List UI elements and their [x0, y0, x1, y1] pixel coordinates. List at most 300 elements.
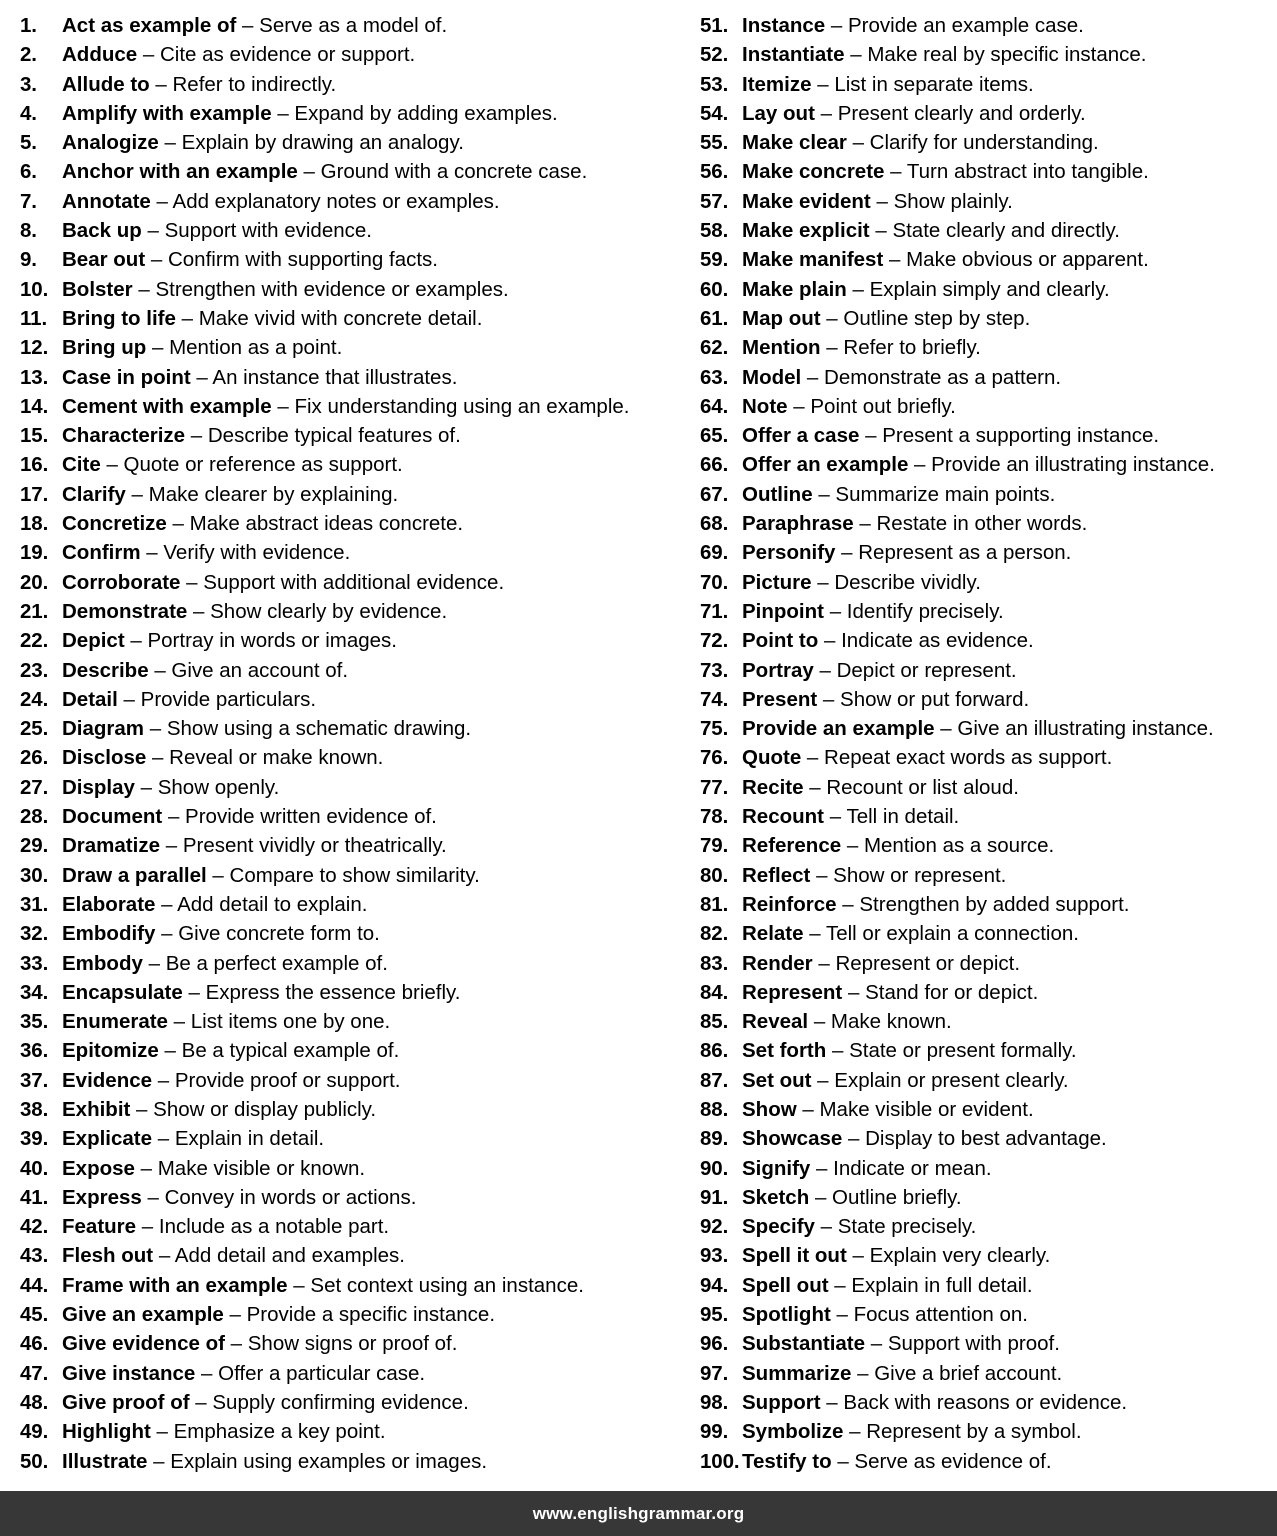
- item-body: [62, 568, 504, 597]
- item-definition: Supply confirming evidence.: [212, 1390, 469, 1414]
- list-item: [700, 890, 1277, 919]
- item-number: 85.: [700, 1010, 729, 1034]
- list-item: [20, 861, 690, 890]
- item-definition: Provide proof or support.: [174, 1068, 401, 1092]
- vocabulary-list-left: [20, 11, 690, 1476]
- item-term: Note: [742, 394, 788, 418]
- item-body: [62, 11, 447, 40]
- item-number: 100.: [700, 1449, 740, 1473]
- item-definition: Add explanatory notes or examples.: [172, 189, 500, 213]
- list-item: [700, 773, 1277, 802]
- item-number: 64.: [700, 394, 729, 418]
- item-term: Cement with example: [62, 394, 272, 418]
- item-number: 97.: [700, 1361, 729, 1385]
- item-number: 1.: [20, 14, 37, 37]
- item-body: [742, 363, 1061, 392]
- item-separator: –: [847, 1127, 860, 1151]
- item-definition: Back with reasons or evidence.: [843, 1390, 1128, 1414]
- list-item: [20, 216, 690, 245]
- item-body: [62, 1066, 400, 1095]
- item-number: 51.: [700, 14, 729, 37]
- list-item: [20, 597, 690, 626]
- list-item: [20, 1095, 690, 1124]
- item-body: [742, 1124, 1107, 1153]
- item-definition: Provide a specific instance.: [246, 1303, 496, 1327]
- item-definition: Stand for or depict.: [865, 980, 1039, 1004]
- item-body: [742, 1154, 992, 1183]
- list-item: [20, 304, 690, 333]
- item-separator: –: [130, 629, 142, 653]
- item-number: 45.: [20, 1303, 49, 1327]
- item-number: 59.: [700, 248, 729, 272]
- item-body: [62, 40, 415, 69]
- item-term: Dramatize: [62, 834, 160, 858]
- item-definition: Show or display publicly.: [153, 1097, 377, 1121]
- item-number: 63.: [700, 365, 729, 389]
- item-term: Disclose: [62, 746, 147, 770]
- item-separator: –: [831, 1039, 844, 1063]
- item-number: 53.: [700, 72, 729, 96]
- list-item: [700, 275, 1277, 304]
- item-separator: –: [809, 775, 821, 799]
- website-url: www.englishgrammar.org: [532, 1503, 745, 1523]
- item-number: 19.: [20, 541, 49, 565]
- item-body: [742, 1300, 1028, 1329]
- item-definition: Recount or list aloud.: [826, 775, 1019, 799]
- list-item: [20, 978, 690, 1007]
- item-separator: –: [293, 1273, 305, 1297]
- item-term: Confirm: [62, 541, 141, 565]
- item-definition: Provide an illustrating instance.: [931, 453, 1215, 477]
- item-term: Spell it out: [742, 1244, 847, 1268]
- item-definition: Express the essence briefly.: [205, 980, 461, 1004]
- item-body: [62, 275, 509, 304]
- list-item: [20, 157, 690, 186]
- item-body: [742, 1066, 1069, 1095]
- item-number: 50.: [20, 1449, 49, 1473]
- item-definition: Provide particulars.: [140, 687, 317, 711]
- item-body: [62, 685, 316, 714]
- item-body: [742, 714, 1214, 743]
- item-number: 21.: [20, 599, 49, 623]
- item-definition: Represent or depict.: [835, 951, 1021, 975]
- item-term: Picture: [742, 570, 812, 594]
- item-number: 2.: [20, 43, 37, 67]
- list-item: [20, 70, 690, 99]
- item-separator: –: [875, 219, 887, 243]
- item-definition: Explain simply and clearly.: [869, 277, 1110, 301]
- item-number: 60.: [700, 277, 729, 301]
- item-separator: –: [837, 1449, 849, 1473]
- item-number: 52.: [700, 43, 729, 67]
- item-term: Expose: [62, 1156, 135, 1180]
- item-separator: –: [161, 892, 173, 916]
- list-item: [700, 831, 1277, 860]
- item-term: Detail: [62, 687, 118, 711]
- item-term: Outline: [742, 482, 813, 506]
- item-definition: Verify with evidence.: [163, 541, 351, 565]
- item-separator: –: [164, 1039, 176, 1063]
- item-number: 29.: [20, 834, 49, 858]
- item-definition: Explain very clearly.: [869, 1244, 1051, 1268]
- item-number: 83.: [700, 951, 729, 975]
- list-item: [20, 1300, 690, 1329]
- item-body: [62, 363, 457, 392]
- item-body: [742, 11, 1084, 40]
- item-separator: –: [793, 394, 805, 418]
- item-separator: –: [156, 189, 168, 213]
- list-item: [700, 743, 1277, 772]
- item-definition: Provide an example case.: [847, 14, 1084, 37]
- item-separator: –: [131, 482, 143, 506]
- list-item: [20, 743, 690, 772]
- item-number: 32.: [20, 922, 49, 946]
- list-item: [700, 99, 1277, 128]
- item-definition: Convey in words or actions.: [164, 1185, 417, 1209]
- item-number: 12.: [20, 336, 49, 360]
- item-body: [742, 861, 1006, 890]
- item-body: [742, 802, 959, 831]
- item-separator: –: [852, 1244, 864, 1268]
- item-definition: Serve as evidence of.: [854, 1449, 1052, 1473]
- item-body: [62, 304, 482, 333]
- item-definition: Focus attention on.: [853, 1303, 1028, 1327]
- item-body: [62, 831, 447, 860]
- item-definition: Portray in words or images.: [147, 629, 397, 653]
- item-definition: Expand by adding examples.: [294, 101, 558, 125]
- item-body: [742, 1359, 1062, 1388]
- item-separator: –: [940, 717, 952, 741]
- item-term: Make explicit: [742, 219, 870, 243]
- item-separator: –: [842, 892, 854, 916]
- vocabulary-list-right: [700, 11, 1277, 1476]
- item-number: 79.: [700, 834, 729, 858]
- item-separator: –: [859, 512, 871, 536]
- item-definition: Add detail and examples.: [174, 1244, 406, 1268]
- item-number: 34.: [20, 980, 49, 1004]
- item-definition: Clarify for understanding.: [869, 131, 1099, 155]
- item-body: [742, 99, 1086, 128]
- item-term: Lay out: [742, 101, 815, 125]
- item-number: 84.: [700, 980, 729, 1004]
- list-item: [700, 1329, 1277, 1358]
- item-separator: –: [846, 834, 859, 858]
- item-definition: Outline step by step.: [843, 306, 1031, 330]
- item-separator: –: [157, 1127, 170, 1151]
- item-body: [742, 1417, 1082, 1446]
- item-definition: Make obvious or apparent.: [906, 248, 1149, 272]
- item-body: [62, 1329, 457, 1358]
- item-separator: –: [151, 336, 164, 360]
- item-term: Allude to: [62, 72, 150, 96]
- item-term: Characterize: [62, 424, 186, 448]
- item-body: [62, 128, 464, 157]
- list-item: [20, 714, 690, 743]
- item-body: [742, 1007, 952, 1036]
- item-definition: Show or represent.: [833, 863, 1007, 887]
- list-item: [700, 128, 1277, 157]
- item-definition: Summarize main points.: [835, 482, 1056, 506]
- item-number: 96.: [700, 1332, 729, 1356]
- item-term: Display: [62, 775, 135, 799]
- item-term: Offer a case: [742, 424, 860, 448]
- item-definition: Cite as evidence or support.: [160, 43, 416, 67]
- item-definition: Indicate or mean.: [833, 1156, 992, 1180]
- list-item: [700, 1066, 1277, 1095]
- item-term: Clarify: [62, 482, 126, 506]
- item-number: 70.: [700, 570, 729, 594]
- item-body: [62, 1359, 425, 1388]
- item-body: [62, 216, 372, 245]
- item-separator: –: [165, 834, 178, 858]
- list-item: [700, 40, 1277, 69]
- item-term: Feature: [62, 1215, 137, 1239]
- item-definition: Make abstract ideas concrete.: [189, 512, 464, 536]
- item-number: 57.: [700, 189, 729, 213]
- item-definition: Offer a particular case.: [218, 1361, 426, 1385]
- item-body: [62, 157, 587, 186]
- item-term: Instance: [742, 14, 826, 37]
- item-term: Demonstrate: [62, 599, 188, 623]
- item-number: 71.: [700, 599, 729, 623]
- item-term: Frame with an example: [62, 1273, 288, 1297]
- item-body: [62, 773, 279, 802]
- list-item: [700, 1212, 1277, 1241]
- item-definition: Make visible or known.: [157, 1156, 366, 1180]
- list-item: [20, 1388, 690, 1417]
- list-item: [700, 978, 1277, 1007]
- item-term: Itemize: [742, 72, 812, 96]
- item-definition: Show or put forward.: [840, 687, 1030, 711]
- item-definition: Quote or reference as support.: [123, 453, 403, 477]
- item-separator: –: [155, 72, 167, 96]
- item-separator: –: [140, 1156, 153, 1180]
- list-item: [20, 890, 690, 919]
- item-number: 43.: [20, 1244, 49, 1268]
- list-item: [700, 1300, 1277, 1329]
- item-separator: –: [188, 980, 200, 1004]
- item-separator: –: [914, 453, 926, 477]
- item-body: [742, 773, 1019, 802]
- item-term: Personify: [742, 541, 836, 565]
- item-term: Signify: [742, 1156, 811, 1180]
- item-definition: Fix understanding using an example.: [294, 394, 630, 418]
- item-body: [742, 1212, 976, 1241]
- item-number: 41.: [20, 1185, 49, 1209]
- item-separator: –: [136, 1097, 148, 1121]
- item-term: Anchor with an example: [62, 160, 298, 184]
- item-separator: –: [876, 189, 888, 213]
- item-term: Depict: [62, 629, 125, 653]
- item-body: [62, 392, 629, 421]
- item-number: 56.: [700, 160, 729, 184]
- item-separator: –: [164, 131, 176, 155]
- item-number: 49.: [20, 1420, 49, 1444]
- list-item: [700, 392, 1277, 421]
- item-separator: –: [849, 1420, 861, 1444]
- item-body: [62, 802, 437, 831]
- item-definition: Describe typical features of.: [207, 424, 461, 448]
- item-body: [742, 480, 1055, 509]
- item-separator: –: [212, 863, 224, 887]
- item-term: Give an example: [62, 1303, 224, 1327]
- item-body: [62, 70, 336, 99]
- item-number: 48.: [20, 1390, 49, 1414]
- footer-bar: [0, 1491, 1277, 1536]
- item-number: 5.: [20, 131, 37, 155]
- item-number: 72.: [700, 629, 729, 653]
- item-body: [742, 890, 1130, 919]
- item-definition: Give concrete form to.: [178, 922, 380, 946]
- item-definition: Make visible or evident.: [819, 1097, 1034, 1121]
- item-definition: Explain in detail.: [174, 1127, 325, 1151]
- item-body: [742, 216, 1120, 245]
- item-definition: Refer to briefly.: [843, 336, 981, 360]
- item-term: Cite: [62, 453, 101, 477]
- list-item: [20, 99, 690, 128]
- item-body: [62, 333, 342, 362]
- item-term: Support: [742, 1390, 821, 1414]
- item-term: Spotlight: [742, 1303, 831, 1327]
- item-separator: –: [242, 14, 254, 37]
- list-item: [700, 480, 1277, 509]
- list-item: [20, 1036, 690, 1065]
- item-body: [62, 656, 348, 685]
- item-definition: Make real by specific instance.: [867, 43, 1147, 67]
- item-definition: Explain or present clearly.: [834, 1068, 1069, 1092]
- item-body: [742, 597, 1004, 626]
- item-number: 88.: [700, 1097, 729, 1121]
- item-term: Pinpoint: [742, 599, 824, 623]
- item-separator: –: [850, 43, 862, 67]
- item-number: 98.: [700, 1390, 729, 1414]
- list-item: [20, 1359, 690, 1388]
- item-body: [742, 656, 1017, 685]
- item-body: [742, 1271, 1033, 1300]
- item-definition: Depict or represent.: [836, 658, 1017, 682]
- item-body: [742, 245, 1149, 274]
- item-separator: –: [303, 160, 315, 184]
- item-body: [62, 890, 367, 919]
- item-number: 9.: [20, 248, 37, 272]
- item-separator: –: [818, 951, 830, 975]
- item-term: Sketch: [742, 1185, 810, 1209]
- item-separator: –: [816, 863, 828, 887]
- item-definition: Support with proof.: [887, 1332, 1060, 1356]
- item-definition: Refer to indirectly.: [172, 72, 337, 96]
- item-body: [62, 1417, 386, 1446]
- item-body: [742, 333, 981, 362]
- item-separator: –: [819, 658, 831, 682]
- item-separator: –: [870, 1332, 883, 1356]
- item-number: 14.: [20, 394, 49, 418]
- item-body: [62, 1241, 405, 1270]
- item-body: [62, 1271, 584, 1300]
- item-term: Bring up: [62, 336, 147, 360]
- item-number: 54.: [700, 101, 729, 125]
- item-term: Set out: [742, 1068, 812, 1092]
- item-number: 87.: [700, 1068, 729, 1092]
- item-definition: State or present formally.: [849, 1039, 1077, 1063]
- item-number: 68.: [700, 512, 729, 536]
- item-separator: –: [817, 570, 829, 594]
- item-number: 24.: [20, 687, 49, 711]
- item-separator: –: [181, 306, 193, 330]
- item-term: Express: [62, 1185, 142, 1209]
- item-definition: Reveal or make known.: [169, 746, 384, 770]
- item-definition: Show using a schematic drawing.: [166, 717, 472, 741]
- item-separator: –: [818, 482, 830, 506]
- item-term: Relate: [742, 922, 804, 946]
- item-term: Flesh out: [62, 1244, 154, 1268]
- item-separator: –: [834, 1273, 846, 1297]
- item-term: Corroborate: [62, 570, 181, 594]
- item-separator: –: [865, 424, 877, 448]
- item-separator: –: [195, 1390, 207, 1414]
- item-separator: –: [196, 365, 208, 389]
- item-term: Act as example of: [62, 14, 237, 37]
- item-number: 73.: [700, 658, 729, 682]
- item-term: Set forth: [742, 1039, 827, 1063]
- item-definition: Outline briefly.: [832, 1185, 962, 1209]
- item-definition: Identify precisely.: [846, 599, 1004, 623]
- item-separator: –: [820, 1215, 833, 1239]
- list-item: [20, 656, 690, 685]
- item-separator: –: [147, 1185, 159, 1209]
- item-term: Case in point: [62, 365, 191, 389]
- list-item: [20, 40, 690, 69]
- item-body: [62, 245, 438, 274]
- list-item: [700, 1447, 1277, 1476]
- item-term: Summarize: [742, 1361, 852, 1385]
- item-body: [62, 1388, 469, 1417]
- item-definition: Confirm with supporting facts.: [167, 248, 438, 272]
- item-body: [62, 597, 447, 626]
- item-separator: –: [193, 599, 205, 623]
- item-definition: Show plainly.: [893, 189, 1013, 213]
- item-definition: Represent as a person.: [858, 541, 1072, 565]
- list-item: [700, 538, 1277, 567]
- list-item: [700, 597, 1277, 626]
- item-body: [62, 1036, 399, 1065]
- item-separator: –: [148, 951, 160, 975]
- item-number: 95.: [700, 1303, 729, 1327]
- item-term: Symbolize: [742, 1420, 844, 1444]
- list-item: [20, 949, 690, 978]
- item-term: Show: [742, 1097, 797, 1121]
- list-item: [20, 1447, 690, 1476]
- list-item: [700, 333, 1277, 362]
- left-column: [0, 11, 690, 1476]
- item-separator: –: [820, 101, 833, 125]
- list-item: [20, 275, 690, 304]
- list-item: [700, 70, 1277, 99]
- item-body: [62, 1007, 390, 1036]
- list-item: [20, 450, 690, 479]
- item-number: 55.: [700, 131, 729, 155]
- item-number: 69.: [700, 541, 729, 565]
- item-separator: –: [813, 1010, 826, 1034]
- list-item: [20, 1154, 690, 1183]
- item-number: 38.: [20, 1097, 49, 1121]
- item-number: 74.: [700, 687, 729, 711]
- item-term: Provide an example: [742, 717, 935, 741]
- item-term: Evidence: [62, 1068, 153, 1092]
- list-item: [20, 421, 690, 450]
- right-column: [690, 11, 1277, 1476]
- item-separator: –: [809, 922, 821, 946]
- item-body: [62, 99, 558, 128]
